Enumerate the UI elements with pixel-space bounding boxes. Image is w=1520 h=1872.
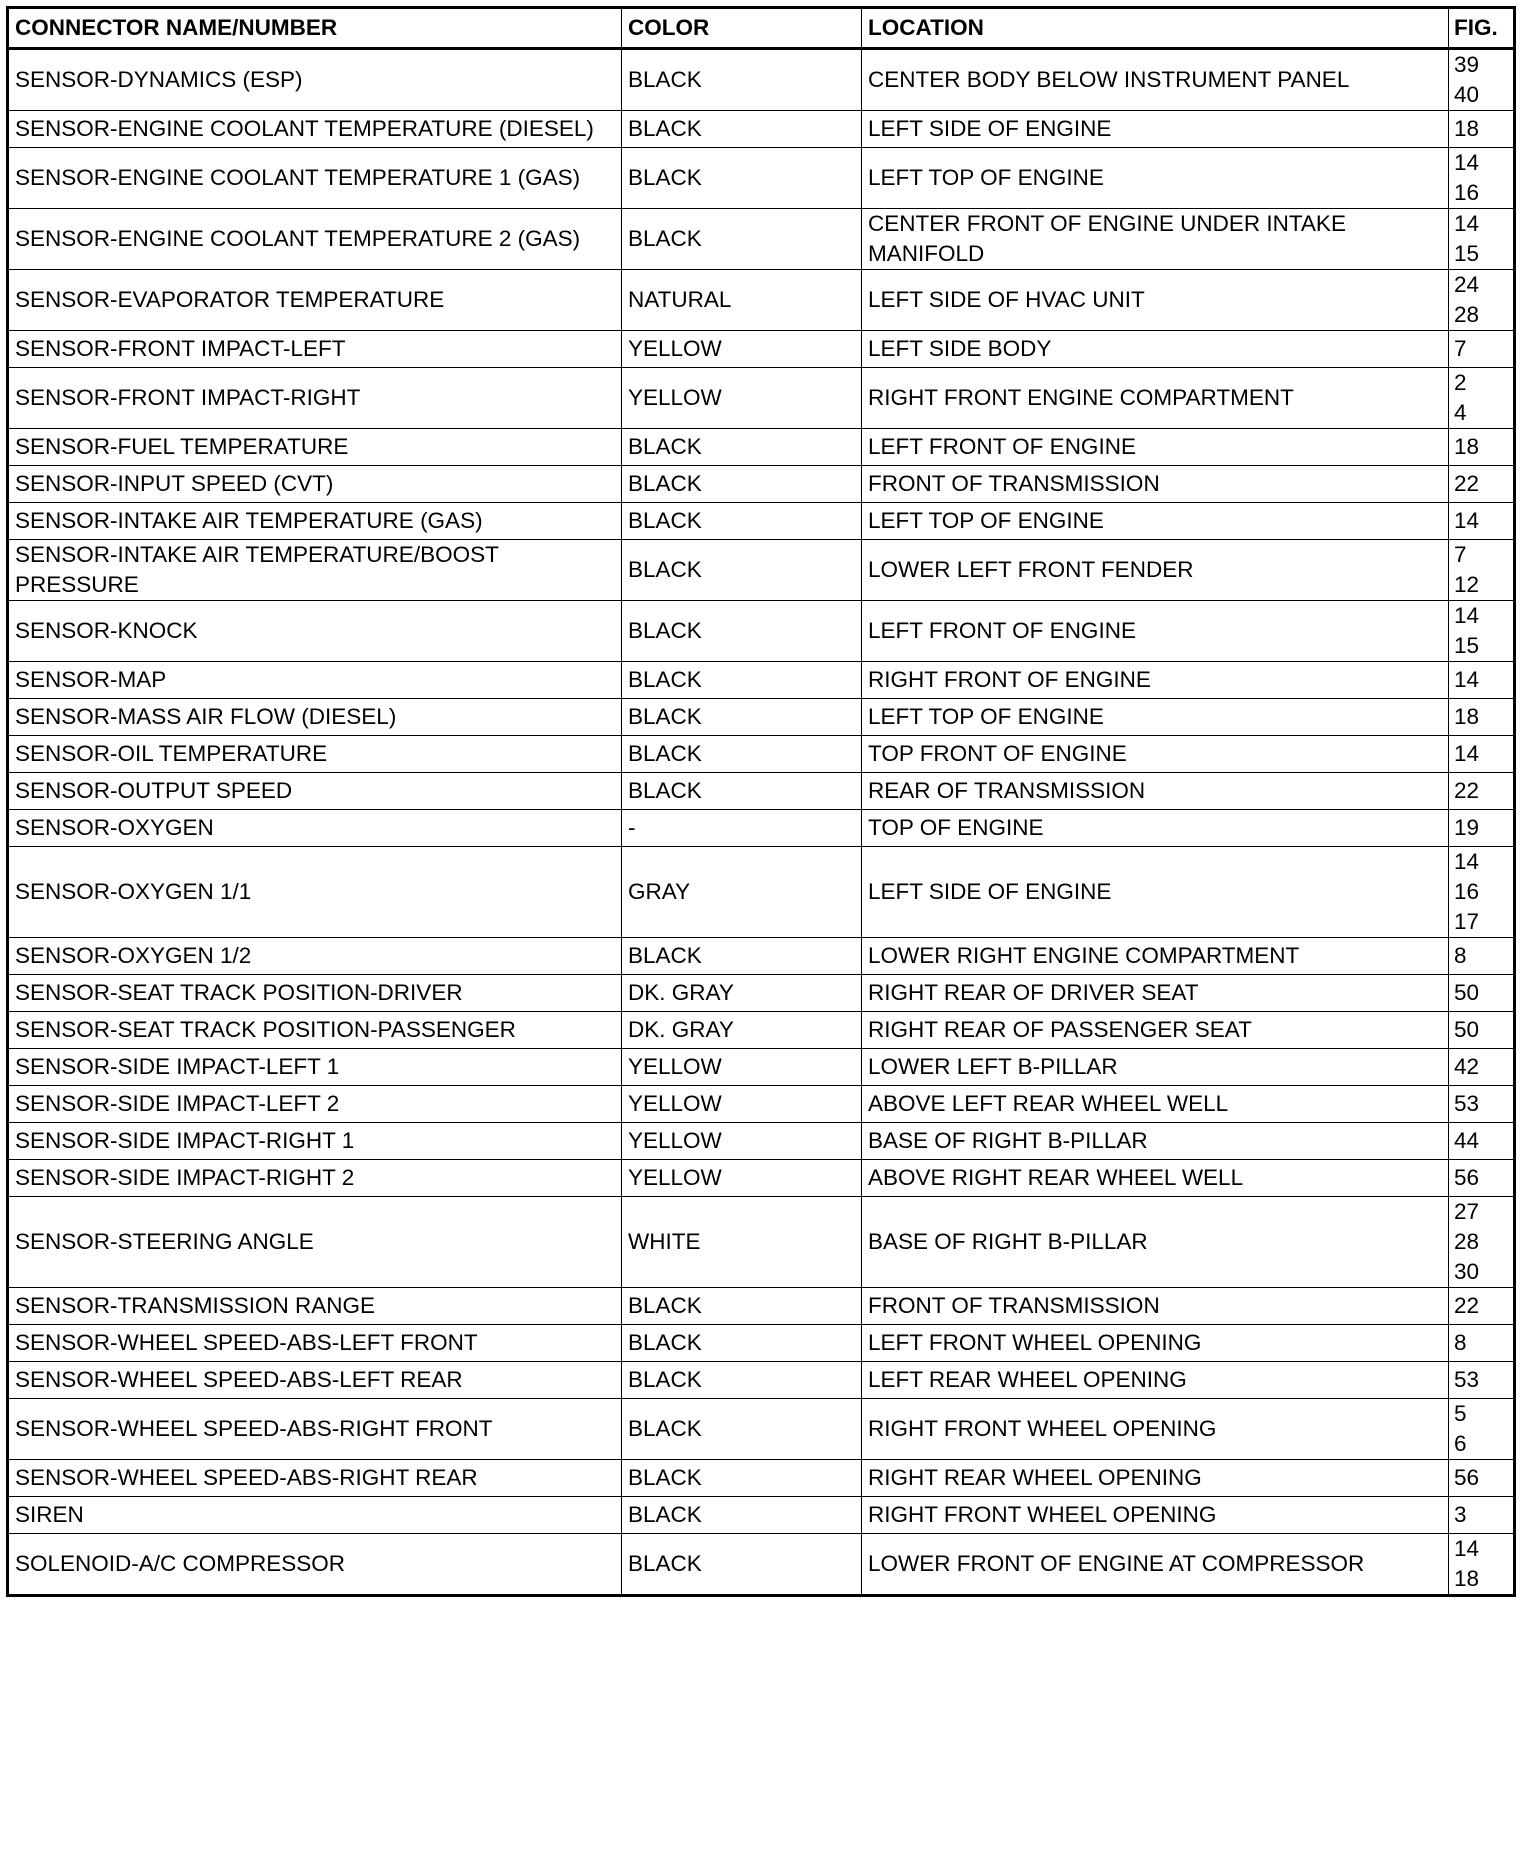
table-row [8,847,1515,938]
connector-color-cell: BLACK [622,111,862,148]
connector-location-cell: LOWER LEFT FRONT FENDER [862,540,1449,601]
connector-location-cell: CENTER BODY BELOW INSTRUMENT PANEL [862,49,1449,111]
connector-fig-cell [1449,847,1515,938]
connector-location-cell: LOWER LEFT B-PILLAR [862,1049,1449,1086]
table-row [8,1362,1515,1399]
table-row [8,540,1515,601]
figure-number: 2 [1454,370,1467,395]
figure-number: 53 [1454,1091,1480,1116]
connector-fig-cell [1449,368,1515,429]
table-row [8,736,1515,773]
table-row [8,1049,1515,1086]
figure-number: 50 [1454,1017,1480,1042]
figure-number: 12 [1454,572,1480,597]
table-row [8,938,1515,975]
figure-number: 53 [1454,1367,1480,1392]
connector-color-cell: YELLOW [622,368,862,429]
connector-name-cell: SENSOR-DYNAMICS (ESP) [8,49,622,111]
figure-number: 14 [1454,508,1480,533]
table-row [8,1086,1515,1123]
connector-color-cell: BLACK [622,1399,862,1460]
table-row [8,331,1515,368]
connector-location-cell: TOP FRONT OF ENGINE [862,736,1449,773]
connector-location-cell: ABOVE RIGHT REAR WHEEL WELL [862,1160,1449,1197]
connector-name-cell: SENSOR-SIDE IMPACT-LEFT 1 [8,1049,622,1086]
connector-fig-cell [1449,662,1515,699]
connector-color-cell: BLACK [622,1288,862,1325]
connector-name-cell: SENSOR-SIDE IMPACT-LEFT 2 [8,1086,622,1123]
connector-location-cell: LEFT FRONT WHEEL OPENING [862,1325,1449,1362]
connector-name-cell: SENSOR-KNOCK [8,601,622,662]
connector-location-cell: BASE OF RIGHT B-PILLAR [862,1197,1449,1288]
connector-color-cell: BLACK [622,49,862,111]
figure-number: 17 [1454,909,1480,934]
connector-location-cell: RIGHT REAR OF DRIVER SEAT [862,975,1449,1012]
connector-fig-cell [1449,736,1515,773]
connector-color-cell: BLACK [622,773,862,810]
figure-number: 22 [1454,471,1480,496]
table-row [8,1123,1515,1160]
connector-color-cell: BLACK [622,503,862,540]
connector-fig-cell [1449,699,1515,736]
table-row [8,1325,1515,1362]
figure-number: 24 [1454,272,1480,297]
connector-name-cell: SENSOR-SEAT TRACK POSITION-DRIVER [8,975,622,1012]
connector-name-cell: SENSOR-EVAPORATOR TEMPERATURE [8,270,622,331]
connector-location-cell: ABOVE LEFT REAR WHEEL WELL [862,1086,1449,1123]
connector-name-cell: SENSOR-TRANSMISSION RANGE [8,1288,622,1325]
figure-number: 30 [1454,1259,1480,1284]
figure-number: 14 [1454,741,1480,766]
figure-number: 22 [1454,778,1480,803]
figure-number: 28 [1454,302,1480,327]
figure-number: 14 [1454,849,1480,874]
connector-name-cell: SENSOR-WHEEL SPEED-ABS-LEFT REAR [8,1362,622,1399]
connector-location-cell: LEFT FRONT OF ENGINE [862,429,1449,466]
figure-number: 8 [1454,1330,1467,1355]
table-row [8,209,1515,270]
connector-name-cell: SENSOR-OXYGEN 1/2 [8,938,622,975]
connector-location-cell: LEFT SIDE OF ENGINE [862,847,1449,938]
connector-location-table [6,6,1516,1597]
table-row [8,1497,1515,1534]
figure-number: 40 [1454,82,1480,107]
header-row [8,8,1515,49]
connector-location-cell: LOWER FRONT OF ENGINE AT COMPRESSOR [862,1534,1449,1596]
connector-location-cell: LEFT SIDE OF HVAC UNIT [862,270,1449,331]
table-row [8,368,1515,429]
connector-color-cell: - [622,810,862,847]
connector-name-cell: SENSOR-MASS AIR FLOW (DIESEL) [8,699,622,736]
table-row [8,503,1515,540]
table-row [8,699,1515,736]
figure-number: 18 [1454,434,1480,459]
table-row [8,1288,1515,1325]
connector-fig-cell [1449,1197,1515,1288]
connector-color-cell: YELLOW [622,1086,862,1123]
connector-color-cell: BLACK [622,736,862,773]
connector-location-cell: LOWER RIGHT ENGINE COMPARTMENT [862,938,1449,975]
connector-color-cell: DK. GRAY [622,975,862,1012]
connector-location-cell: BASE OF RIGHT B-PILLAR [862,1123,1449,1160]
connector-name-cell: SENSOR-ENGINE COOLANT TEMPERATURE 1 (GAS) [8,148,622,209]
connector-name-cell: SENSOR-WHEEL SPEED-ABS-RIGHT REAR [8,1460,622,1497]
connector-color-cell: GRAY [622,847,862,938]
connector-name-cell: SENSOR-INPUT SPEED (CVT) [8,466,622,503]
connector-color-cell: BLACK [622,1534,862,1596]
connector-location-cell: RIGHT REAR OF PASSENGER SEAT [862,1012,1449,1049]
figure-number: 19 [1454,815,1480,840]
table-row [8,148,1515,209]
connector-fig-cell [1449,1086,1515,1123]
figure-number: 14 [1454,150,1480,175]
connector-name-cell: SENSOR-INTAKE AIR TEMPERATURE/BOOST PRESSURE [8,540,622,601]
connector-fig-cell [1449,975,1515,1012]
connector-location-cell: LEFT REAR WHEEL OPENING [862,1362,1449,1399]
table-row [8,270,1515,331]
connector-location-cell: RIGHT FRONT WHEEL OPENING [862,1497,1449,1534]
connector-name-cell: SIREN [8,1497,622,1534]
figure-number: 18 [1454,116,1480,141]
connector-location-cell: LEFT FRONT OF ENGINE [862,601,1449,662]
connector-color-cell: BLACK [622,601,862,662]
connector-name-cell: SENSOR-SEAT TRACK POSITION-PASSENGER [8,1012,622,1049]
figure-number: 18 [1454,704,1480,729]
connector-location-cell: LEFT SIDE BODY [862,331,1449,368]
figure-number: 8 [1454,943,1467,968]
connector-color-cell: YELLOW [622,1123,862,1160]
figure-number: 42 [1454,1054,1480,1079]
connector-name-cell: SENSOR-SIDE IMPACT-RIGHT 2 [8,1160,622,1197]
connector-fig-cell [1449,1325,1515,1362]
connector-fig-cell [1449,1460,1515,1497]
connector-name-cell: SENSOR-INTAKE AIR TEMPERATURE (GAS) [8,503,622,540]
connector-color-cell: BLACK [622,466,862,503]
figure-number: 3 [1454,1502,1467,1527]
connector-location-cell: LEFT SIDE OF ENGINE [862,111,1449,148]
figure-number: 22 [1454,1293,1480,1318]
header-location: LOCATION [862,8,1449,49]
figure-number: 14 [1454,667,1480,692]
connector-location-cell: CENTER FRONT OF ENGINE UNDER INTAKE MANIFOLD [862,209,1449,270]
table-row [8,1460,1515,1497]
connector-color-cell: BLACK [622,209,862,270]
figure-number: 56 [1454,1465,1480,1490]
connector-fig-cell [1449,540,1515,601]
table-row [8,466,1515,503]
table-row [8,429,1515,466]
connector-color-cell: BLACK [622,1497,862,1534]
figure-number: 14 [1454,211,1480,236]
connector-color-cell: NATURAL [622,270,862,331]
connector-fig-cell [1449,773,1515,810]
figure-number: 18 [1454,1566,1480,1591]
figure-number: 16 [1454,879,1480,904]
table-row [8,662,1515,699]
connector-fig-cell [1449,429,1515,466]
connector-location-cell: RIGHT REAR WHEEL OPENING [862,1460,1449,1497]
connector-name-cell: SOLENOID-A/C COMPRESSOR [8,1534,622,1596]
connector-fig-cell [1449,1288,1515,1325]
table-row [8,773,1515,810]
connector-color-cell: BLACK [622,699,862,736]
connector-fig-cell [1449,209,1515,270]
connector-color-cell: WHITE [622,1197,862,1288]
table-row [8,1399,1515,1460]
connector-location-cell: LEFT TOP OF ENGINE [862,503,1449,540]
connector-name-cell: SENSOR-OUTPUT SPEED [8,773,622,810]
figure-number: 14 [1454,603,1480,628]
connector-fig-cell [1449,601,1515,662]
connector-location-cell: LEFT TOP OF ENGINE [862,699,1449,736]
table-row [8,975,1515,1012]
connector-fig-cell [1449,148,1515,209]
figure-number: 16 [1454,180,1480,205]
table-row [8,1197,1515,1288]
header-fig: FIG. [1449,8,1515,49]
connector-color-cell: BLACK [622,1460,862,1497]
figure-number: 15 [1454,241,1480,266]
connector-location-cell: RIGHT FRONT WHEEL OPENING [862,1399,1449,1460]
table-row [8,810,1515,847]
connector-fig-cell [1449,270,1515,331]
figure-number: 50 [1454,980,1480,1005]
connector-location-cell: FRONT OF TRANSMISSION [862,466,1449,503]
figure-number: 14 [1454,1536,1480,1561]
table-row [8,111,1515,148]
figure-number: 4 [1454,400,1467,425]
connector-name-cell: SENSOR-SIDE IMPACT-RIGHT 1 [8,1123,622,1160]
connector-fig-cell [1449,938,1515,975]
connector-color-cell: BLACK [622,662,862,699]
header-color: COLOR [622,8,862,49]
connector-color-cell: BLACK [622,540,862,601]
figure-number: 7 [1454,336,1467,361]
header-connector-name: CONNECTOR NAME/NUMBER [8,8,622,49]
connector-name-cell: SENSOR-OXYGEN 1/1 [8,847,622,938]
connector-fig-cell [1449,503,1515,540]
connector-color-cell: YELLOW [622,1160,862,1197]
connector-name-cell: SENSOR-ENGINE COOLANT TEMPERATURE (DIESEL) [8,111,622,148]
connector-name-cell: SENSOR-WHEEL SPEED-ABS-RIGHT FRONT [8,1399,622,1460]
connector-color-cell: YELLOW [622,1049,862,1086]
connector-color-cell: DK. GRAY [622,1012,862,1049]
connector-color-cell: BLACK [622,1362,862,1399]
connector-color-cell: BLACK [622,148,862,209]
connector-color-cell: BLACK [622,1325,862,1362]
figure-number: 39 [1454,52,1480,77]
connector-location-cell: REAR OF TRANSMISSION [862,773,1449,810]
figure-number: 5 [1454,1401,1467,1426]
connector-fig-cell [1449,466,1515,503]
connector-name-cell: SENSOR-FUEL TEMPERATURE [8,429,622,466]
table-row [8,1160,1515,1197]
connector-fig-cell [1449,1362,1515,1399]
connector-table-page [6,6,1516,1597]
connector-color-cell: BLACK [622,429,862,466]
connector-fig-cell [1449,1399,1515,1460]
connector-name-cell: SENSOR-OXYGEN [8,810,622,847]
connector-name-cell: SENSOR-FRONT IMPACT-RIGHT [8,368,622,429]
connector-fig-cell [1449,49,1515,111]
figure-number: 27 [1454,1199,1480,1224]
connector-location-cell: FRONT OF TRANSMISSION [862,1288,1449,1325]
figure-number: 6 [1454,1431,1467,1456]
connector-name-cell: SENSOR-STEERING ANGLE [8,1197,622,1288]
connector-name-cell: SENSOR-FRONT IMPACT-LEFT [8,331,622,368]
connector-fig-cell [1449,1497,1515,1534]
table-row [8,49,1515,111]
table-row [8,1534,1515,1596]
connector-fig-cell [1449,810,1515,847]
figure-number: 56 [1454,1165,1480,1190]
figure-number: 28 [1454,1229,1480,1254]
connector-location-cell: LEFT TOP OF ENGINE [862,148,1449,209]
connector-fig-cell [1449,1012,1515,1049]
table-row [8,1012,1515,1049]
connector-name-cell: SENSOR-MAP [8,662,622,699]
figure-number: 7 [1454,542,1467,567]
table-body [8,49,1515,1596]
connector-color-cell: YELLOW [622,331,862,368]
table-row [8,601,1515,662]
connector-fig-cell [1449,1123,1515,1160]
connector-location-cell: RIGHT FRONT ENGINE COMPARTMENT [862,368,1449,429]
figure-number: 15 [1454,633,1480,658]
connector-fig-cell [1449,111,1515,148]
connector-location-cell: RIGHT FRONT OF ENGINE [862,662,1449,699]
connector-fig-cell [1449,1160,1515,1197]
connector-name-cell: SENSOR-WHEEL SPEED-ABS-LEFT FRONT [8,1325,622,1362]
connector-fig-cell [1449,1534,1515,1596]
connector-name-cell: SENSOR-OIL TEMPERATURE [8,736,622,773]
figure-number: 44 [1454,1128,1480,1153]
connector-location-cell: TOP OF ENGINE [862,810,1449,847]
connector-fig-cell [1449,331,1515,368]
connector-name-cell: SENSOR-ENGINE COOLANT TEMPERATURE 2 (GAS) [8,209,622,270]
connector-fig-cell [1449,1049,1515,1086]
connector-color-cell: BLACK [622,938,862,975]
